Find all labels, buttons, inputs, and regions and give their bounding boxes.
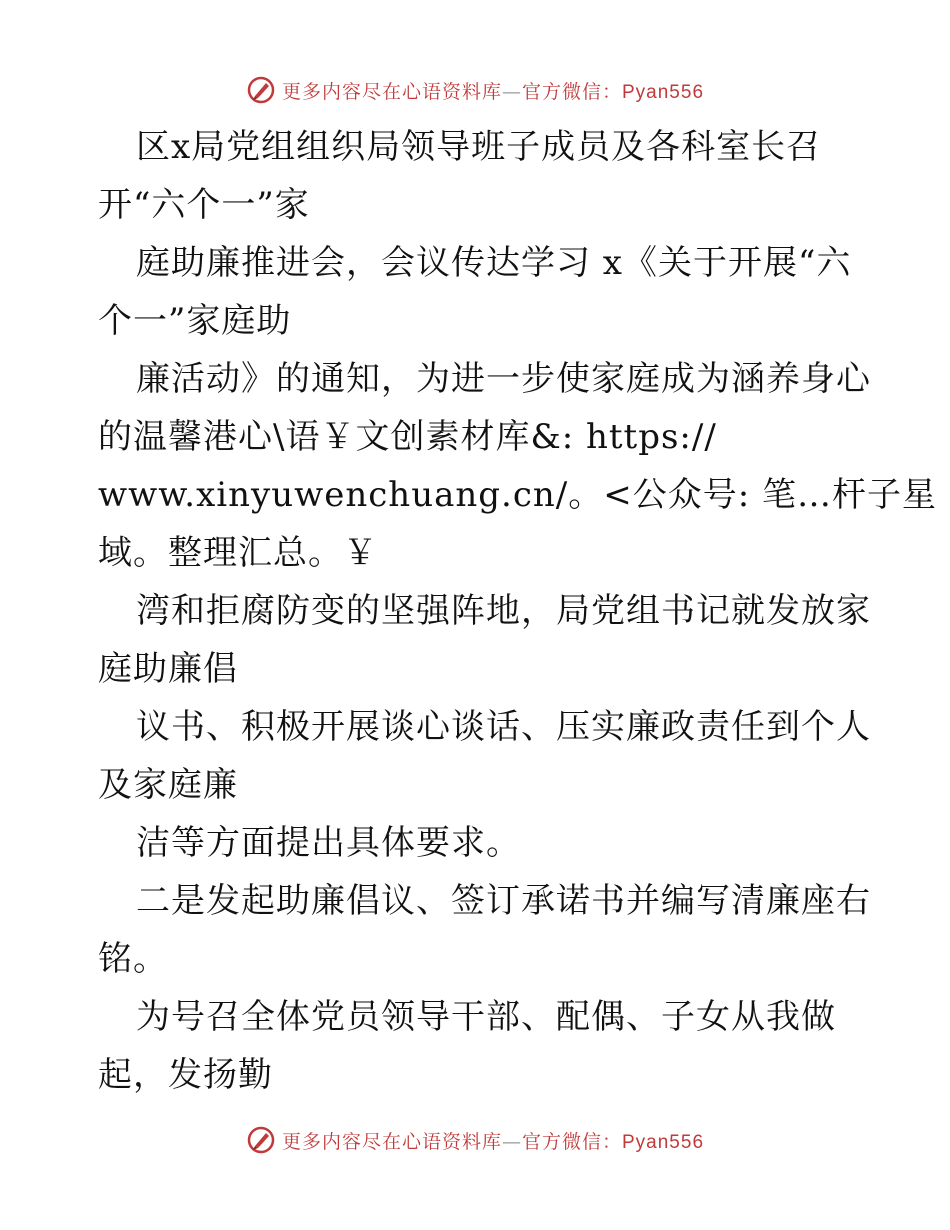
text-line: 二是发起助廉倡议、签订承诺书并编写清廉座右 xyxy=(136,881,871,921)
text-line: 湾和拒腐防变的坚强阵地，局党组书记就发放家 xyxy=(136,591,871,631)
text-line: 开“六个一”家 xyxy=(98,185,310,225)
document-body xyxy=(98,118,937,1104)
text-line: 及家庭廉 xyxy=(98,765,238,805)
footer-banner-main: 更多内容尽在心语资料库 xyxy=(281,1130,502,1153)
text-line: 域。整理汇总。￥ xyxy=(98,533,378,573)
footer-banner-wechat-label: 官方微信： xyxy=(521,1130,622,1153)
text-line: 议书、积极开展谈心谈话、压实廉政责任到个人 xyxy=(136,707,871,747)
text-line: 个一”家庭助 xyxy=(98,301,292,341)
text-line: 区x局党组组织局领导班子成员及各科室长召 xyxy=(136,127,822,167)
footer-banner-text xyxy=(282,1127,704,1154)
text-line: 洁等方面提出具体要求。 xyxy=(136,823,521,863)
header-banner-text xyxy=(282,77,704,104)
footer-banner xyxy=(0,1120,950,1160)
footer-banner-wechat-id: Pyan556 xyxy=(622,1131,705,1153)
header-banner-wechat-label: 官方微信： xyxy=(521,80,622,103)
text-line: 庭助廉倡 xyxy=(98,649,238,689)
header-banner xyxy=(0,70,950,110)
header-banner-main: 更多内容尽在心语资料库 xyxy=(281,80,502,103)
text-line: 庭助廉推进会，会议传达学习 x《关于开展“六 xyxy=(136,243,852,283)
pen-logo-icon xyxy=(246,1125,276,1155)
text-line: 铭。 xyxy=(98,939,168,979)
footer-banner-separator: — xyxy=(501,1130,522,1153)
pen-logo-icon xyxy=(246,75,276,105)
header-banner-wechat-id: Pyan556 xyxy=(622,81,705,103)
text-line: 的温馨港心\语￥文创素材库&: https:// xyxy=(98,417,717,457)
text-line: www.xinyuwenchuang.cn/。<公众号: 笔…杆子星 xyxy=(98,475,937,515)
text-line: 起，发扬勤 xyxy=(98,1055,273,1095)
header-banner-separator: — xyxy=(501,80,522,103)
text-line: 为号召全体党员领导干部、配偶、子女从我做 xyxy=(136,997,836,1037)
text-line: 廉活动》的通知，为进一步使家庭成为涵养身心 xyxy=(136,359,871,399)
